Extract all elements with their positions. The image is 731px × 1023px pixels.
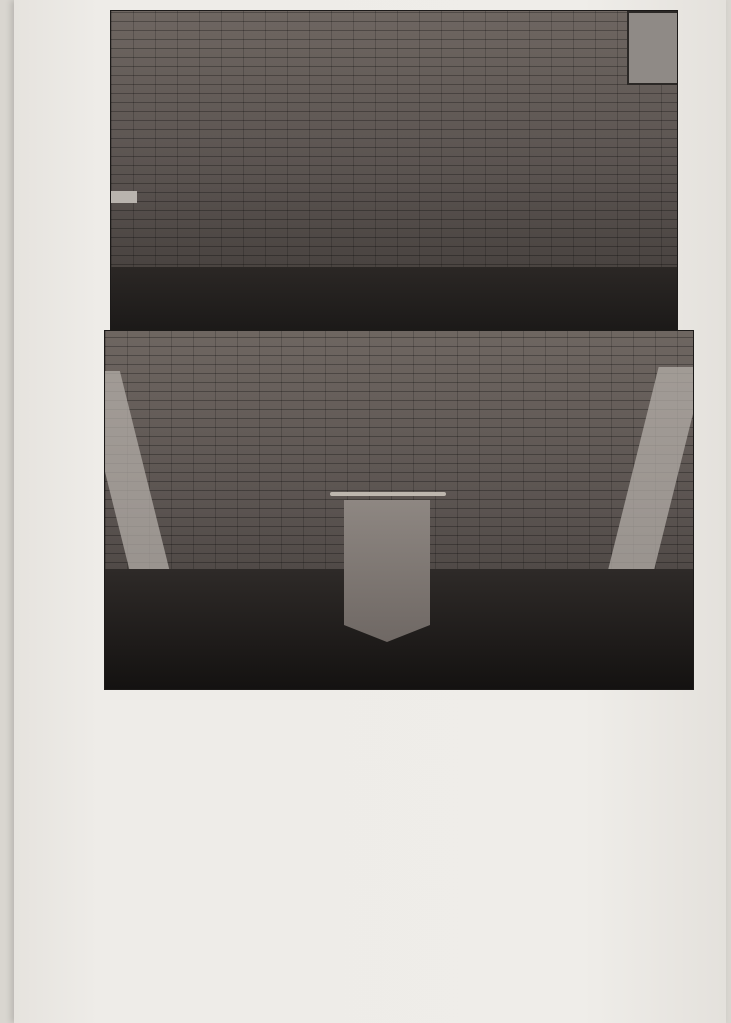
ground: [111, 267, 677, 337]
step: [111, 191, 137, 203]
banner-pole: [330, 492, 446, 496]
window: [627, 11, 678, 85]
club-group-photo: [110, 10, 678, 338]
award-banner: [344, 500, 430, 642]
